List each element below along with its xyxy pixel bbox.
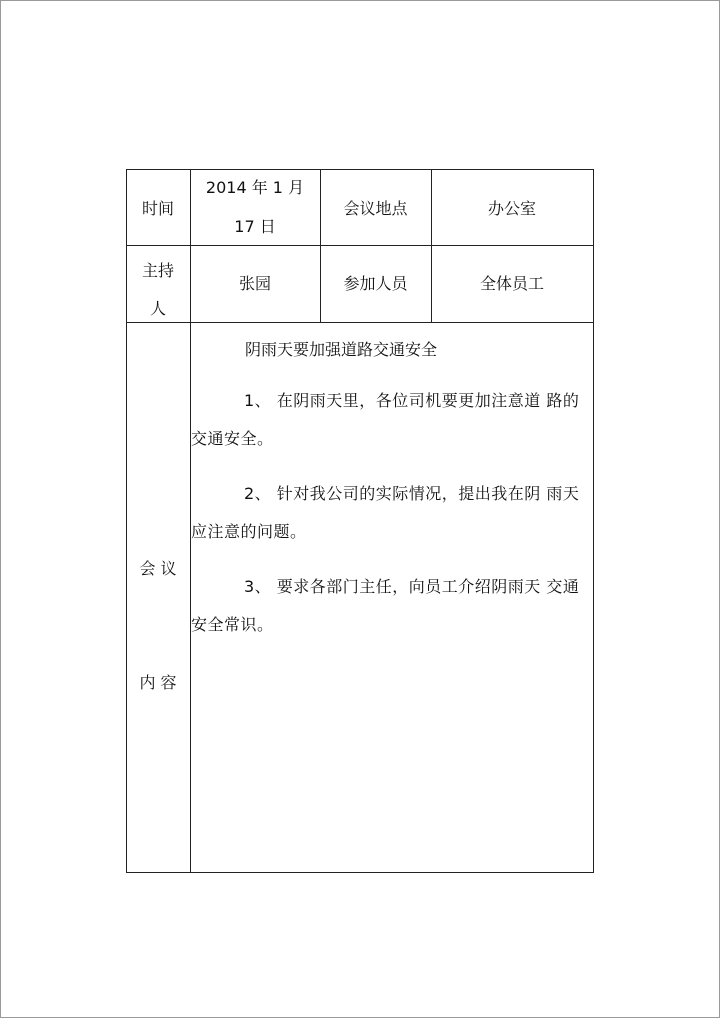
attendees-value: 全体员工 [479,274,544,293]
attendees-label: 参加人员 [343,274,408,293]
date-line-1: 2014 年 1 月 [205,178,305,197]
table-col-divider-2 [320,169,321,323]
host-value: 张园 [238,274,271,293]
location-label: 会议地点 [343,199,408,218]
table-row-divider-2 [126,322,594,323]
host-label-line-1: 主持 [141,261,174,280]
time-label: 时间 [141,199,174,218]
date-line-2: 17 日 [234,217,276,236]
meeting-topic: 阴雨天要加强道路交通安全 [245,340,438,359]
content-label-line-1: 会 议 [139,559,177,578]
content-item-3: 3、 要求各部门主任，向员工介绍阴雨天 交通安全常识。 [191,577,580,634]
content-item-1: 1、 在阴雨天里，各位司机要更加注意道 路的交通安全。 [191,391,580,448]
host-label-line-2: 人 [149,299,166,318]
table-border-top [126,169,594,170]
table-row-divider-1 [126,245,594,246]
content-item-2: 2、 针对我公司的实际情况，提出我在阴 雨天应注意的问题。 [191,484,580,541]
location-value: 办公室 [487,199,536,218]
table-border-right [593,169,594,873]
content-label-line-2: 内 容 [139,673,177,692]
table-col-divider-3 [431,169,432,323]
table-border-bottom [126,872,594,873]
